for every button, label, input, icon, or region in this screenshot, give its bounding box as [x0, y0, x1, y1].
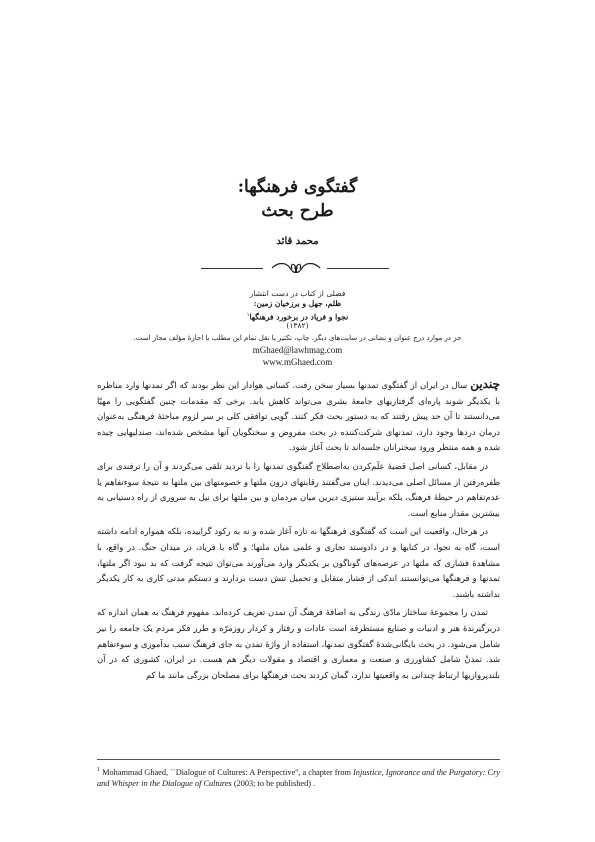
- footnote: [97, 765, 500, 789]
- paragraph-2: در مقابل، کسانی اصل قضیهٔ علَم‌کردن به‌اصطلاح گفتگوی تمدنها را با تردید تلقی می‌کردند و آن را ترفندی برای طفره‌رفتن از مسائل اصلی می‌دیدند. اینان می‌گفتند رقابتهای درون ملتها و خصومتهای بین ملتها نه نتیجهٔ سوءتفاهم یا عدم‌تفاهم در حیطهٔ فرهنگ، بلکه برآیند ستیزی دیرین میان مردمان و بین ملتها برای نیل به سروری از راه دستیابی به بیشترین مقدار منابع است.: [97, 460, 500, 518]
- footnote-divider: [97, 759, 500, 760]
- website-link[interactable]: www.mGhaed.com: [262, 357, 333, 367]
- footnote-author: Mohammad Ghaed, ``Dialogue of Cultures: A Perspective'', a chapter from: [102, 767, 354, 777]
- title-line-2: طرح بحث: [261, 201, 334, 221]
- footnote-marker[interactable]: ١: [246, 312, 250, 318]
- paragraph-1: [97, 377, 500, 456]
- ornament-icon: [268, 260, 324, 276]
- paragraph-3: در هرحال، واقعیت این است که گفتگوی فرهنگها نه تازه آغاز شده و نه به رکود گراییده، بلکه همواره ادامه داشته است، گاه به نجوا، در کتابها و در دادوستد تجاری و علمی میان ملتها؛ و گاه با فریاد، در میدان جنگ. در واقع، با مشاهدهٔ فشاری که ملتها در عرصه‌های گوناگون بر یکدیگر وارد می‌آورند می‌توان نتیجه گرفت که بد نبود اگر ملتها، تمدنها و فرهنگها می‌توانستند اندکی از فشار متقابل و تحمیل تنش دست بردارند و دستکم مدتی کاری به کار یکدیگر نداشته باشند.: [97, 526, 500, 599]
- footnote-book-title: Injustice, Ignorance and the Purgatory: Cry and Whisper in the Dialogue of Cultures: [97, 767, 500, 788]
- body-text: [97, 377, 500, 686]
- copyright-notice: جز در موارد درج عنوان و نشانی در سایت‌های دیگر، چاپ، تکثیر یا نقل تمام این مطلب با اجازهٔ مؤلف مجاز است.: [133, 334, 462, 342]
- footnote-number: 1: [97, 767, 100, 773]
- lead-word: چندین: [470, 377, 500, 391]
- colophon-line-1: فصلی از کتاب در دست انتشار: [249, 289, 346, 298]
- title-line-1: گفتگوی فرهنگها:: [237, 177, 358, 197]
- paragraph-1-text: سال در ایران از گفتگوی تمدنها بسیار سخن رفت. کسانی هوادار این نظر بودند که اگر تمدنها وارد مناظره با یکدیگر شوند پاره‌ای گرفتاریهای جامعهٔ بشری می‌تواند کاهش یابد. برخی که مقدمات چنین گفتگویی را مهیّا می‌دانستند تا آن حد پیش رفتند که به دستور بحث فکر کنند. گویی توافقی کلی بر سر لزوم مباحثهٔ فرهنگی به‌عنوان درمان دردها وجود دارد، تمدنهای شرکت‌کننده در بحث مفروض و سخنگویان آنها مشخص شده‌اند، صندلیهایی چیده شده و همه منتظر ورود سخنرانان جلسه‌اند تا بحث آغاز شود.: [97, 380, 500, 453]
- author-email-link[interactable]: mGhaed@lawhmag.com: [252, 345, 343, 355]
- divider-left: [201, 268, 263, 269]
- paragraph-4: تمدن را مجموعهٔ ساختار مادّی زندگی به اضافهٔ فرهنگ آن تمدن تعریف کرده‌اند. مفهوم فرهنگ به همان اندازه که دربرگیرندهٔ هنر و ادبیات و صنایع مستظرفه است عادات و رفتار و کردار روزمرّه و طرز فکر مردم یک جامعه را نیز شامل می‌شود. در بحث بایگانی‌شدهٔ گفتگوی تمدنها، استفاده از واژهٔ تمدن به جای فرهنگ سبب بدآموزی و سوءتفاهم شد. تمدنْ شامل کشاورزی و صنعت و معماری و اقتصاد و مقولات دیگر هم هست. در ایران، کشوری که در آن بلندپروازیها ارتباط چندانی به واقعیتها ندارد، گمان کردند بحث فرهنگها برای مصلحان بزرگی مانند ما کم: [97, 607, 500, 680]
- divider-right: [327, 268, 389, 269]
- colophon-book-title-1: ظلم، جهل و برزخیان زمین:: [253, 299, 342, 308]
- footnote-tail: (2003; to be published) .: [231, 778, 316, 788]
- author-name: محمد قائد: [276, 236, 319, 247]
- colophon-book-title-text: نجوا و فریاد در برخورد فرهنگها: [249, 312, 349, 322]
- colophon-year: (١٣٨٢): [286, 321, 309, 330]
